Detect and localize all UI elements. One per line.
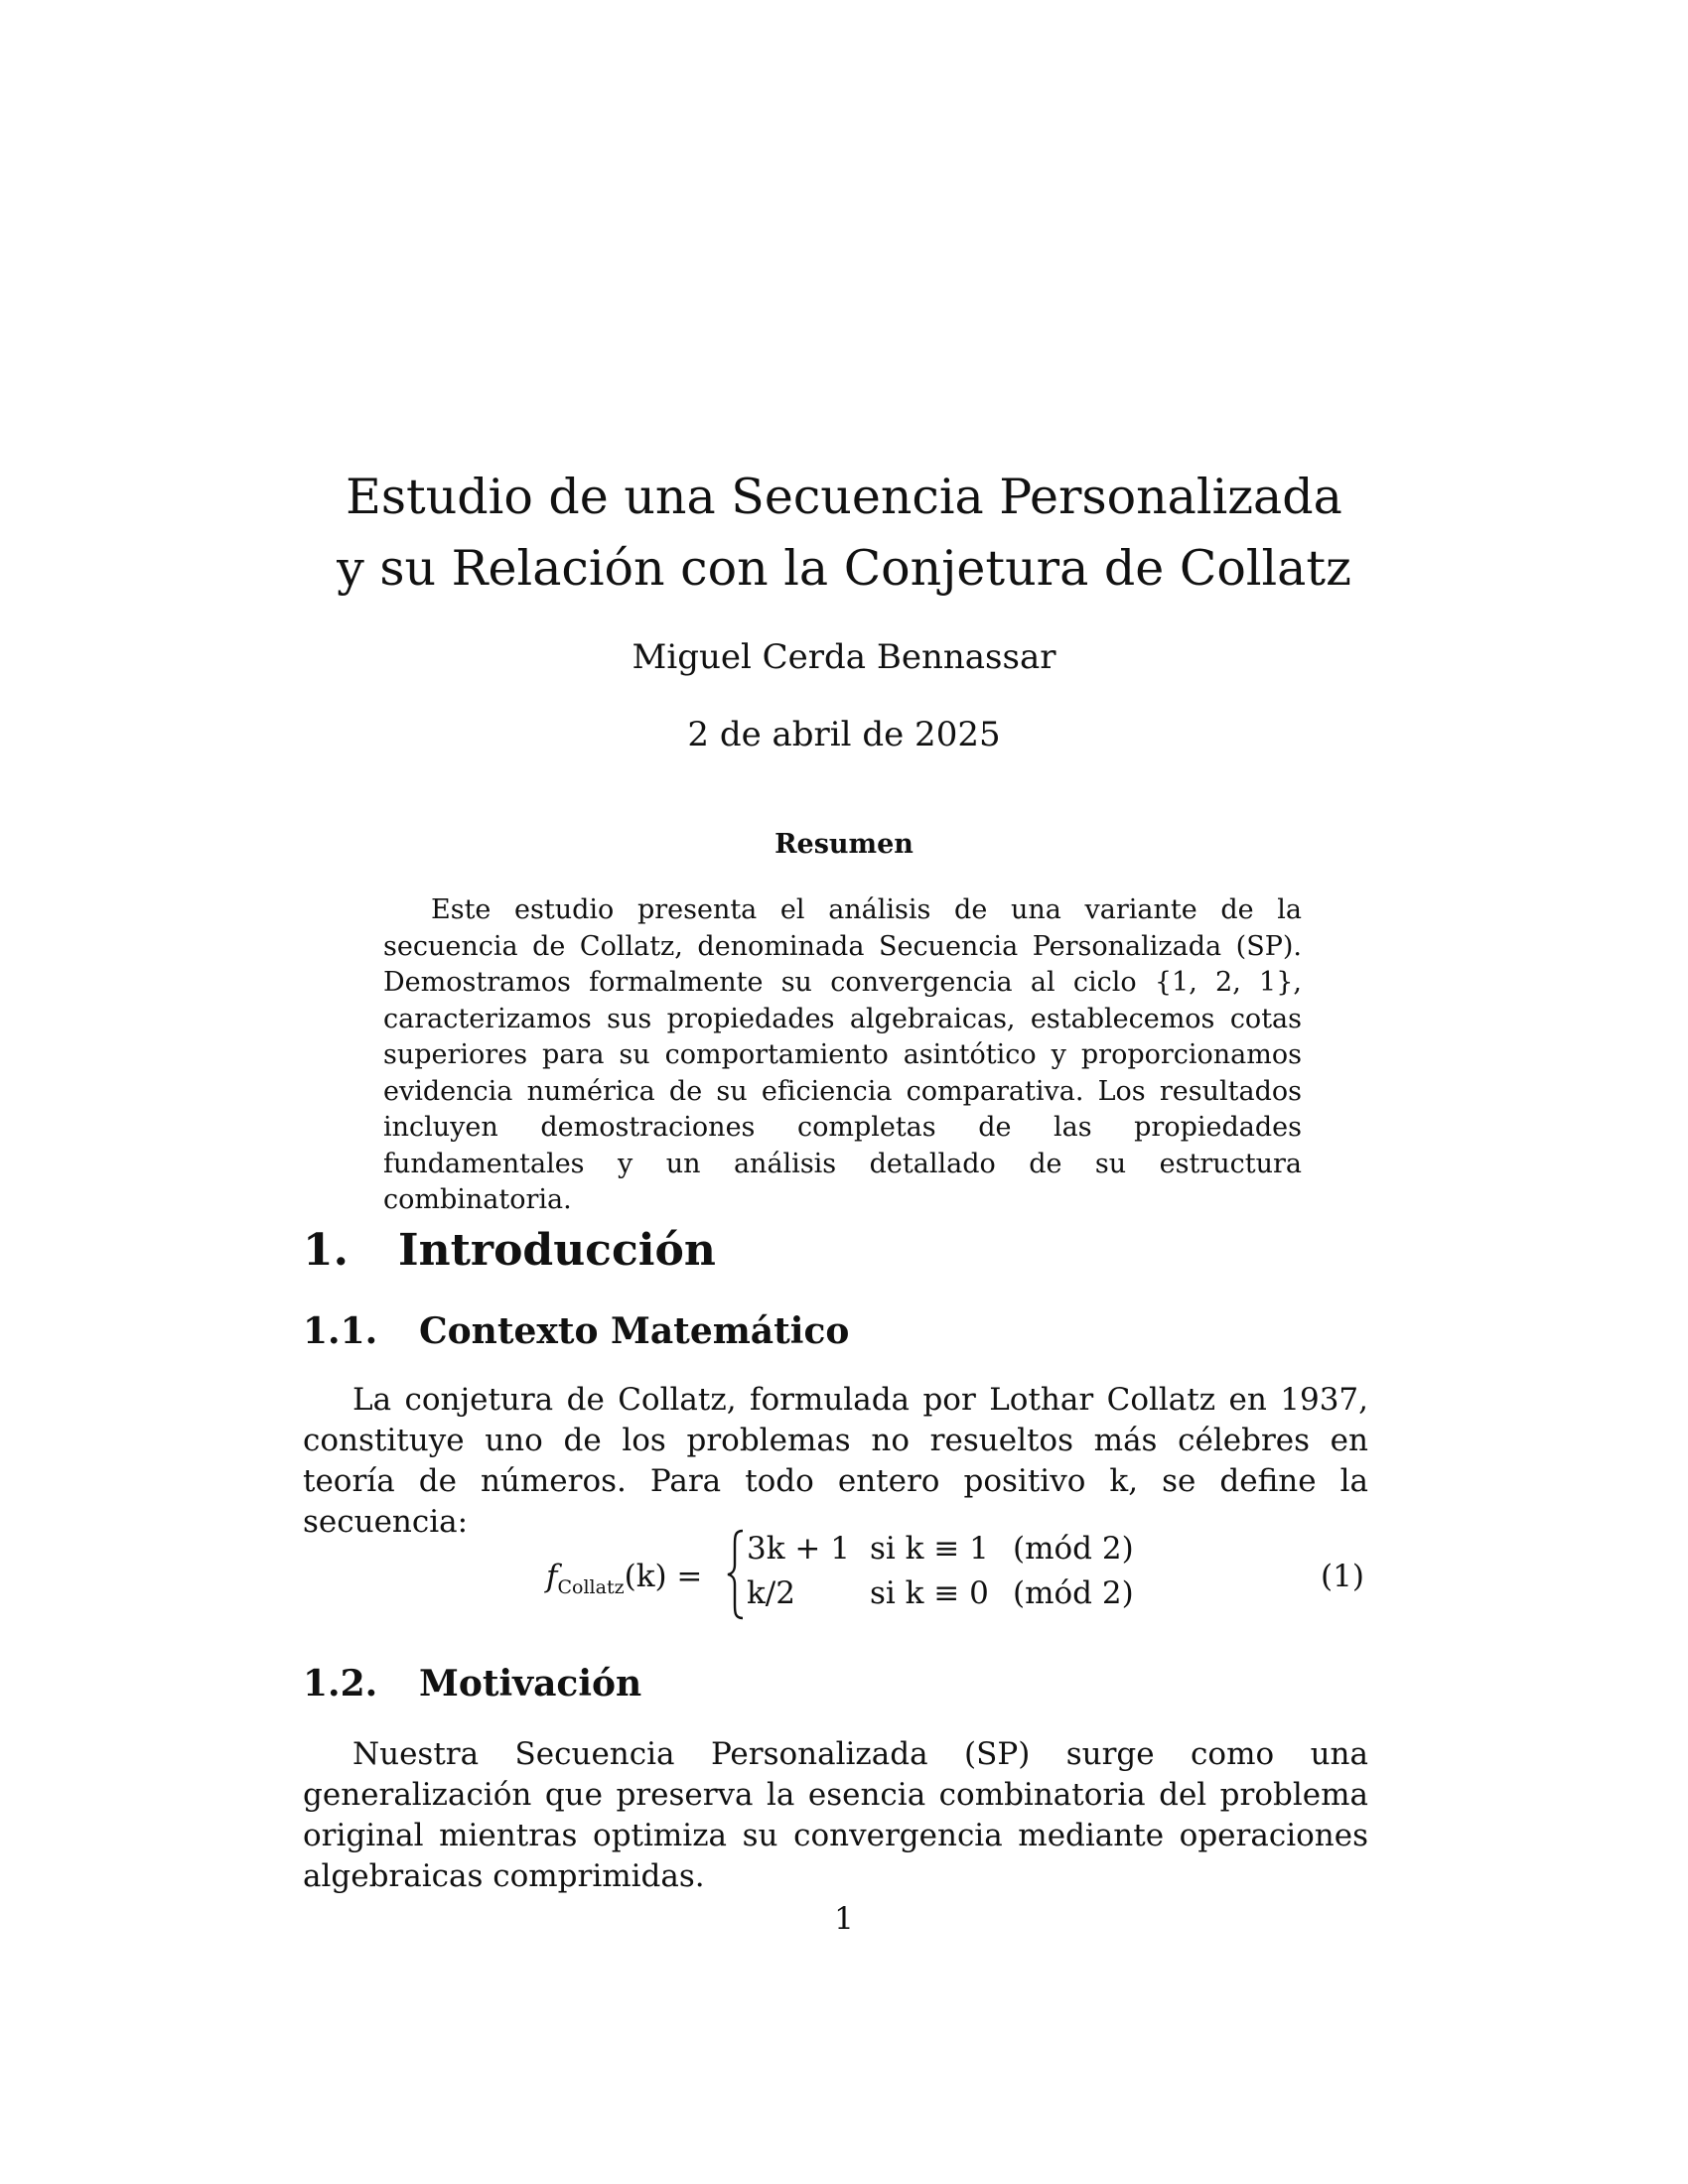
title-line-2: y su Relación con la Conjetura de Collatz bbox=[337, 540, 1351, 597]
section-title: Contexto Matemático bbox=[419, 1310, 850, 1352]
section-title: Motivación bbox=[419, 1663, 642, 1705]
section-number: 1.2. bbox=[303, 1663, 378, 1705]
section-title: Introducción bbox=[398, 1225, 716, 1276]
equation-number: (1) bbox=[1321, 1559, 1364, 1594]
author: Miguel Cerda Bennassar bbox=[632, 637, 1056, 677]
date: 2 de abril de 2025 bbox=[687, 715, 1001, 754]
case-modulus: (mód 2) bbox=[1013, 1575, 1134, 1611]
case-expression: 3k + 1 bbox=[747, 1531, 850, 1567]
abstract-heading: Resumen bbox=[774, 829, 914, 860]
title-block bbox=[0, 462, 1688, 605]
case-condition: si k ≡ 0 bbox=[870, 1575, 989, 1611]
title-line-1: Estudio de una Secuencia Personalizada bbox=[346, 469, 1342, 525]
section-1-heading bbox=[303, 1225, 716, 1276]
case-modulus: (mód 2) bbox=[1013, 1531, 1134, 1567]
left-brace bbox=[725, 1529, 747, 1620]
case-condition: si k ≡ 1 bbox=[870, 1531, 989, 1567]
page-number: 1 bbox=[834, 1901, 854, 1937]
equation-func: f bbox=[546, 1559, 558, 1594]
case-expression: k/2 bbox=[747, 1575, 795, 1611]
section-number: 1. bbox=[303, 1225, 349, 1276]
section-1-1-heading bbox=[303, 1310, 849, 1352]
paragraph-context: La conjetura de Collatz, formulada por Lothar Collatz en 1937, constituye uno de los problemas no resueltos más célebres en teoría de números. Para todo entero positivo k, se define la secuencia: bbox=[303, 1382, 1368, 1540]
equation-lhs bbox=[546, 1559, 702, 1598]
equation-arg: (k) = bbox=[624, 1559, 703, 1594]
abstract-body: Este estudio presenta el análisis de una variante de la secuencia de Collatz, denominada Secuencia Personalizada (SP). Demostramos formalmente su convergencia al ciclo {1, 2, 1}, caracterizamos sus propiedades algebraicas, establecemos cotas superiores para su comportamiento asintótico y proporcionamos evidencia numérica de su eficiencia comparativa. Los resultados incluyen demostraciones completas de las propiedades fundamentales y un análisis detallado de su estructura combinatoria. bbox=[383, 894, 1302, 1215]
paragraph-motivation: Nuestra Secuencia Personalizada (SP) surge como una generalización que preserva la esencia combinatoria del problema original mientras optimiza su convergencia mediante operaciones algebraicas comprimidas. bbox=[303, 1736, 1368, 1894]
section-1-2-heading bbox=[303, 1663, 641, 1705]
section-number: 1.1. bbox=[303, 1310, 378, 1352]
equation-subscript: Collatz bbox=[557, 1576, 625, 1599]
